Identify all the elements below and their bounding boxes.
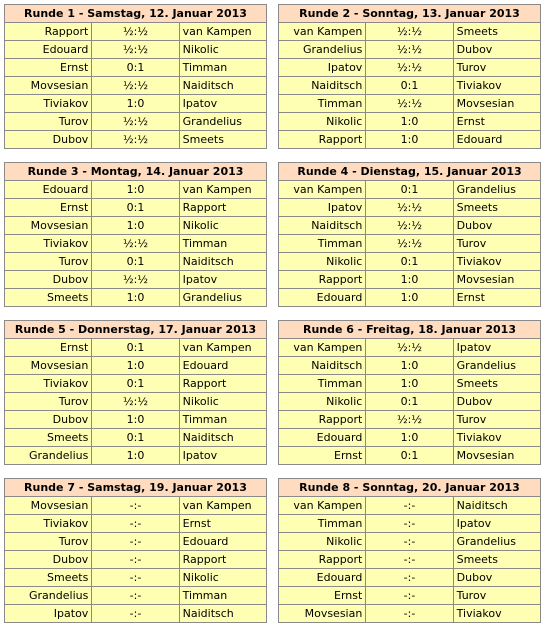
black-player: Ernst xyxy=(179,515,266,533)
black-player: Movsesian xyxy=(453,95,540,113)
game-row xyxy=(279,429,541,447)
round-title: Runde 6 - Freitag, 18. Januar 2013 xyxy=(279,321,541,339)
black-player: Edouard xyxy=(179,357,266,375)
black-player: Edouard xyxy=(453,131,540,149)
game-result: 1:0 xyxy=(366,113,453,131)
white-player: van Kampen xyxy=(279,497,366,515)
game-row xyxy=(5,429,267,447)
game-result: -:- xyxy=(92,587,179,605)
game-result: 0:1 xyxy=(92,199,179,217)
game-result: 1:0 xyxy=(92,217,179,235)
game-row xyxy=(279,411,541,429)
game-result: 1:0 xyxy=(366,289,453,307)
game-result: 1:0 xyxy=(92,289,179,307)
game-row xyxy=(279,23,541,41)
round-table xyxy=(278,4,541,149)
white-player: Nikolic xyxy=(279,393,366,411)
black-player: Tiviakov xyxy=(453,605,540,623)
white-player: Edouard xyxy=(279,289,366,307)
white-player: Edouard xyxy=(5,41,92,59)
white-player: Ernst xyxy=(5,339,92,357)
game-result: -:- xyxy=(366,533,453,551)
game-result: ½:½ xyxy=(366,41,453,59)
game-result: 1:0 xyxy=(366,357,453,375)
black-player: Dubov xyxy=(453,393,540,411)
game-result: 0:1 xyxy=(366,181,453,199)
black-player: Tiviakov xyxy=(453,77,540,95)
game-result: ½:½ xyxy=(92,77,179,95)
game-result: 1:0 xyxy=(366,375,453,393)
white-player: van Kampen xyxy=(279,23,366,41)
black-player: Turov xyxy=(453,59,540,77)
game-result: -:- xyxy=(92,497,179,515)
game-result: ½:½ xyxy=(92,235,179,253)
white-player: Dubov xyxy=(5,551,92,569)
black-player: Grandelius xyxy=(179,289,266,307)
game-result: 0:1 xyxy=(366,253,453,271)
game-result: 0:1 xyxy=(366,393,453,411)
game-row xyxy=(279,447,541,465)
white-player: Timman xyxy=(279,235,366,253)
white-player: Smeets xyxy=(5,429,92,447)
white-player: Turov xyxy=(5,533,92,551)
black-player: Grandelius xyxy=(453,533,540,551)
game-row xyxy=(5,23,267,41)
white-player: Turov xyxy=(5,253,92,271)
game-row xyxy=(5,497,267,515)
game-row xyxy=(5,271,267,289)
white-player: Edouard xyxy=(279,429,366,447)
round-table xyxy=(278,320,541,465)
game-result: -:- xyxy=(366,515,453,533)
game-result: 0:1 xyxy=(92,429,179,447)
black-player: Smeets xyxy=(453,551,540,569)
black-player: Smeets xyxy=(453,375,540,393)
game-row xyxy=(279,289,541,307)
black-player: Dubov xyxy=(453,569,540,587)
black-player: Tiviakov xyxy=(453,429,540,447)
round-title: Runde 4 - Dienstag, 15. Januar 2013 xyxy=(279,163,541,181)
white-player: Turov xyxy=(5,113,92,131)
white-player: Edouard xyxy=(279,569,366,587)
game-row xyxy=(5,393,267,411)
game-row xyxy=(5,551,267,569)
black-player: Ipatov xyxy=(179,447,266,465)
white-player: Timman xyxy=(279,515,366,533)
black-player: Rapport xyxy=(179,551,266,569)
game-row xyxy=(5,59,267,77)
white-player: van Kampen xyxy=(279,339,366,357)
black-player: Smeets xyxy=(179,131,266,149)
game-row xyxy=(5,181,267,199)
game-result: ½:½ xyxy=(92,393,179,411)
white-player: Naiditsch xyxy=(279,77,366,95)
black-player: Naiditsch xyxy=(179,429,266,447)
game-row xyxy=(5,95,267,113)
game-row xyxy=(279,357,541,375)
black-player: Edouard xyxy=(179,533,266,551)
white-player: Tiviakov xyxy=(5,95,92,113)
game-row xyxy=(5,339,267,357)
game-result: 0:1 xyxy=(366,447,453,465)
game-result: ½:½ xyxy=(92,131,179,149)
game-row xyxy=(5,569,267,587)
white-player: Smeets xyxy=(5,569,92,587)
round-title: Runde 2 - Sonntag, 13. Januar 2013 xyxy=(279,5,541,23)
game-row xyxy=(279,497,541,515)
white-player: Timman xyxy=(279,375,366,393)
black-player: Dubov xyxy=(453,41,540,59)
black-player: Grandelius xyxy=(453,357,540,375)
game-row xyxy=(5,587,267,605)
game-row xyxy=(5,199,267,217)
white-player: Movsesian xyxy=(279,605,366,623)
game-row xyxy=(279,569,541,587)
game-result: -:- xyxy=(366,551,453,569)
game-row xyxy=(279,533,541,551)
game-row xyxy=(279,41,541,59)
black-player: Naiditsch xyxy=(179,77,266,95)
game-result: ½:½ xyxy=(92,271,179,289)
black-player: Timman xyxy=(179,59,266,77)
game-row xyxy=(279,393,541,411)
game-row xyxy=(279,95,541,113)
game-result: ½:½ xyxy=(366,217,453,235)
black-player: Nikolic xyxy=(179,41,266,59)
black-player: Rapport xyxy=(179,199,266,217)
white-player: Movsesian xyxy=(5,77,92,95)
game-result: ½:½ xyxy=(366,411,453,429)
black-player: van Kampen xyxy=(179,339,266,357)
black-player: Turov xyxy=(453,587,540,605)
black-player: Smeets xyxy=(453,23,540,41)
game-row xyxy=(5,533,267,551)
round-table xyxy=(4,4,267,149)
game-result: 1:0 xyxy=(366,271,453,289)
game-row xyxy=(5,217,267,235)
white-player: Tiviakov xyxy=(5,515,92,533)
game-result: ½:½ xyxy=(366,23,453,41)
game-result: 1:0 xyxy=(366,429,453,447)
round-table xyxy=(278,478,541,623)
game-row xyxy=(5,447,267,465)
game-row xyxy=(279,113,541,131)
white-player: Smeets xyxy=(5,289,92,307)
black-player: Ipatov xyxy=(453,515,540,533)
black-player: van Kampen xyxy=(179,497,266,515)
white-player: Grandelius xyxy=(279,41,366,59)
white-player: Edouard xyxy=(5,181,92,199)
game-result: 1:0 xyxy=(366,131,453,149)
game-result: -:- xyxy=(92,605,179,623)
black-player: Nikolic xyxy=(179,393,266,411)
game-result: -:- xyxy=(92,569,179,587)
black-player: Turov xyxy=(453,235,540,253)
white-player: Dubov xyxy=(5,131,92,149)
round-table xyxy=(4,478,267,623)
game-row xyxy=(5,131,267,149)
round-table xyxy=(4,320,267,465)
white-player: Timman xyxy=(279,95,366,113)
white-player: Rapport xyxy=(279,271,366,289)
game-result: ½:½ xyxy=(92,41,179,59)
white-player: Movsesian xyxy=(5,217,92,235)
round-title: Runde 3 - Montag, 14. Januar 2013 xyxy=(5,163,267,181)
game-result: -:- xyxy=(366,569,453,587)
game-result: ½:½ xyxy=(92,113,179,131)
black-player: Grandelius xyxy=(179,113,266,131)
game-row xyxy=(279,131,541,149)
game-result: 0:1 xyxy=(92,253,179,271)
game-row xyxy=(279,515,541,533)
black-player: Naiditsch xyxy=(453,497,540,515)
game-row xyxy=(5,235,267,253)
game-result: 0:1 xyxy=(366,77,453,95)
game-result: -:- xyxy=(366,587,453,605)
game-result: 1:0 xyxy=(92,447,179,465)
game-row xyxy=(5,77,267,95)
game-result: ½:½ xyxy=(366,95,453,113)
game-result: -:- xyxy=(92,515,179,533)
white-player: Rapport xyxy=(279,131,366,149)
black-player: Smeets xyxy=(453,199,540,217)
black-player: Ernst xyxy=(453,113,540,131)
game-result: 0:1 xyxy=(92,375,179,393)
white-player: Naiditsch xyxy=(279,357,366,375)
game-result: -:- xyxy=(92,551,179,569)
black-player: Rapport xyxy=(179,375,266,393)
game-row xyxy=(279,375,541,393)
game-row xyxy=(279,253,541,271)
black-player: Ipatov xyxy=(179,271,266,289)
round-title: Runde 7 - Samstag, 19. Januar 2013 xyxy=(5,479,267,497)
game-result: ½:½ xyxy=(366,199,453,217)
game-result: -:- xyxy=(366,605,453,623)
black-player: Movsesian xyxy=(453,271,540,289)
game-row xyxy=(279,587,541,605)
round-title: Runde 1 - Samstag, 12. Januar 2013 xyxy=(5,5,267,23)
game-result: 0:1 xyxy=(92,339,179,357)
white-player: Tiviakov xyxy=(5,375,92,393)
black-player: Turov xyxy=(453,411,540,429)
white-player: Rapport xyxy=(5,23,92,41)
game-row xyxy=(279,199,541,217)
white-player: Dubov xyxy=(5,271,92,289)
black-player: van Kampen xyxy=(179,181,266,199)
black-player: Movsesian xyxy=(453,447,540,465)
white-player: Nikolic xyxy=(279,113,366,131)
white-player: Tiviakov xyxy=(5,235,92,253)
white-player: Movsesian xyxy=(5,497,92,515)
game-result: 1:0 xyxy=(92,357,179,375)
game-row xyxy=(5,411,267,429)
white-player: Ipatov xyxy=(279,199,366,217)
black-player: Naiditsch xyxy=(179,605,266,623)
white-player: Rapport xyxy=(279,411,366,429)
black-player: Nikolic xyxy=(179,569,266,587)
black-player: Naiditsch xyxy=(179,253,266,271)
game-row xyxy=(5,253,267,271)
white-player: Nikolic xyxy=(279,253,366,271)
white-player: Nikolic xyxy=(279,533,366,551)
white-player: Ernst xyxy=(279,447,366,465)
black-player: Timman xyxy=(179,235,266,253)
white-player: Ernst xyxy=(5,59,92,77)
game-result: ½:½ xyxy=(366,59,453,77)
black-player: Nikolic xyxy=(179,217,266,235)
black-player: Ernst xyxy=(453,289,540,307)
game-result: 1:0 xyxy=(92,411,179,429)
white-player: Ernst xyxy=(5,199,92,217)
game-row xyxy=(5,375,267,393)
game-row xyxy=(5,515,267,533)
game-row xyxy=(5,357,267,375)
white-player: Dubov xyxy=(5,411,92,429)
game-result: ½:½ xyxy=(92,23,179,41)
game-row xyxy=(5,41,267,59)
game-row xyxy=(279,339,541,357)
game-row xyxy=(279,217,541,235)
game-row xyxy=(279,551,541,569)
white-player: Rapport xyxy=(279,551,366,569)
white-player: Ipatov xyxy=(279,59,366,77)
black-player: van Kampen xyxy=(179,23,266,41)
white-player: Grandelius xyxy=(5,587,92,605)
game-result: 1:0 xyxy=(92,95,179,113)
white-player: Movsesian xyxy=(5,357,92,375)
round-table xyxy=(278,162,541,307)
white-player: van Kampen xyxy=(279,181,366,199)
game-result: -:- xyxy=(92,533,179,551)
black-player: Ipatov xyxy=(453,339,540,357)
white-player: Ipatov xyxy=(5,605,92,623)
black-player: Timman xyxy=(179,587,266,605)
white-player: Turov xyxy=(5,393,92,411)
black-player: Ipatov xyxy=(179,95,266,113)
game-result: -:- xyxy=(366,497,453,515)
white-player: Grandelius xyxy=(5,447,92,465)
game-row xyxy=(5,289,267,307)
game-result: 1:0 xyxy=(92,181,179,199)
black-player: Grandelius xyxy=(453,181,540,199)
round-title: Runde 5 - Donnerstag, 17. Januar 2013 xyxy=(5,321,267,339)
game-result: 0:1 xyxy=(92,59,179,77)
game-row xyxy=(279,59,541,77)
game-row xyxy=(279,271,541,289)
game-result: ½:½ xyxy=(366,235,453,253)
game-result: ½:½ xyxy=(366,339,453,357)
black-player: Timman xyxy=(179,411,266,429)
game-row xyxy=(279,77,541,95)
round-title: Runde 8 - Sonntag, 20. Januar 2013 xyxy=(279,479,541,497)
game-row xyxy=(5,113,267,131)
black-player: Tiviakov xyxy=(453,253,540,271)
game-row xyxy=(279,235,541,253)
white-player: Naiditsch xyxy=(279,217,366,235)
game-row xyxy=(279,181,541,199)
black-player: Dubov xyxy=(453,217,540,235)
round-table xyxy=(4,162,267,307)
white-player: Ernst xyxy=(279,587,366,605)
